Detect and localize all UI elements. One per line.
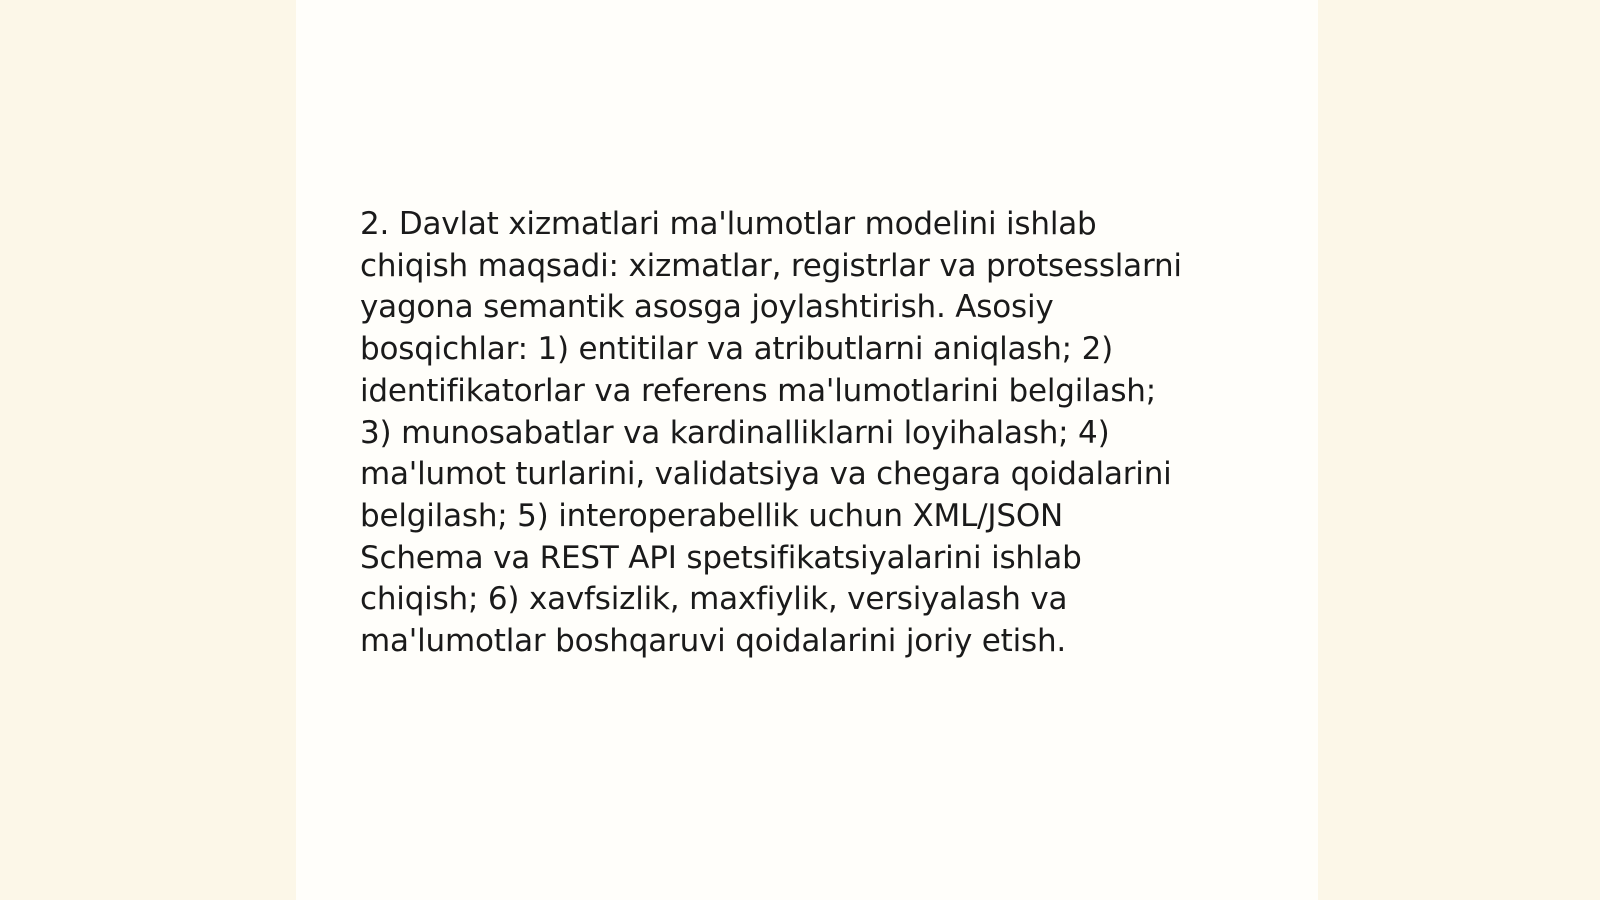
document-page: [296, 0, 1318, 900]
document-body-text: 2. Davlat xizmatlari ma'lumotlar modelini ishlab chiqish maqsadi: xizmatlar, registrlar va protsesslarni yagona semantik asosga joylashtirish. Asosiy bosqichlar: 1) entitilar va atributlarni aniqlash; 2) identifikatorlar va referens ma'lumotlarini belgilash; 3) munosabatlar va kardinalliklarni loyihalash; 4) ma'lumot turlarini, validatsiya va chegara qoidalarini belgilash; 5) interoperabellik uchun XML/JSON Schema va REST API spetsifikatsiyalarini ishlab chiqish; 6) xavfsizlik, maxfiylik, versiyalash va ma'lumotlar boshqaruvi qoidalarini joriy etish.: [360, 206, 1182, 660]
